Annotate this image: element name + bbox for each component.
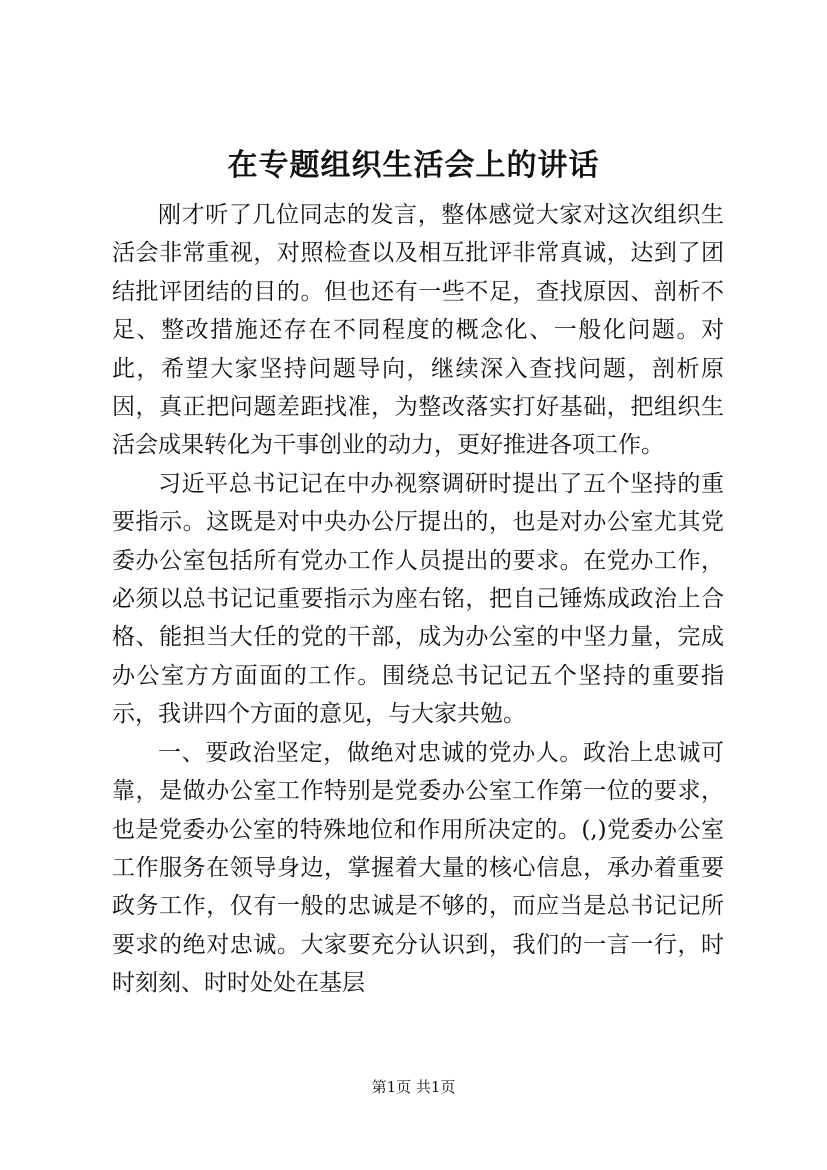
document-title: 在专题组织生活会上的讲话	[227, 148, 600, 183]
paragraph-1: 刚才听了几位同志的发言，整体感觉大家对这次组织生活会非常重视，对照检查以及相互批评非常真诚，达到了团结批评团结的目的。但也还有一些不足，查找原因、剖析不足、整改措施还存在不同程度的概念化、一般化问题。对此，希望大家坚持问题导向，继续深入查找问题，剖析原因，真正把问题差距找准，为整改落实打好基础，把组织生活会成果转化为干事创业的动力，更好推进各项工作。	[112, 202, 724, 459]
paragraph-2: 习近平总书记记在中办视察调研时提出了五个坚持的重要指示。这既是对中央办公厅提出的，也是对办公室尤其党委办公室包括所有党办工作人员提出的要求。在党办工作，必须以总书记记重要指示为座右铭，把自己锤炼成政治上合格、能担当大任的党的干部，成为办公室的中坚力量，完成办公室方方面面的工作。围绕总书记记五个坚持的重要指示，我讲四个方面的意见，与大家共勉。	[112, 470, 724, 728]
document-body	[112, 196, 724, 1003]
paragraph-3: 一、要政治坚定，做绝对忠诚的党办人。政治上忠诚可靠，是做办公室工作特别是党委办公室工作第一位的要求，也是党委办公室的特殊地位和作用所决定的。(,)党委办公室工作服务在领导身边，掌握着大量的核心信息，承办着重要政务工作，仅有一般的忠诚是不够的，而应当是总书记记所要求的绝对忠诚。大家要充分认识到，我们的一言一行，时时刻刻、时时处处在基层	[112, 739, 724, 997]
page-footer: 第1页 共1页	[371, 1078, 456, 1096]
